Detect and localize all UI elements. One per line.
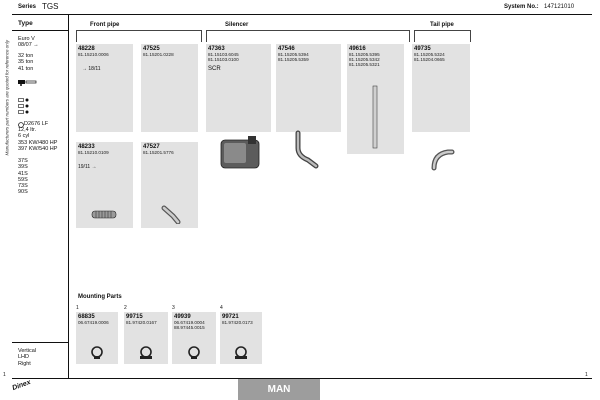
model: 59S: [18, 176, 28, 183]
part-number: 49616: [349, 46, 366, 52]
flex-pipe-icon: [90, 208, 120, 222]
exit-side: Right: [18, 360, 31, 367]
tonnage: 41 ton: [18, 65, 34, 72]
orientation: Vertical: [18, 348, 37, 354]
page-number-right: 1: [585, 372, 588, 378]
dinex-logo: Dinex: [11, 378, 32, 393]
left-col-rule: [12, 342, 68, 343]
side-note: Manufacturers part numbers are quoted for reference only: [4, 39, 10, 156]
part-number: 99715: [126, 314, 143, 320]
section-bracket: [206, 30, 410, 31]
part-note: → 18/11: [82, 66, 101, 72]
part-oem-codes: 81.15205.5395 81.15205.5342 81.15205.5321: [349, 52, 380, 67]
model: 41S: [18, 170, 28, 177]
part-oem-codes: 06.67419.0004 88.97445.0015: [174, 320, 205, 330]
brand-tab: [238, 379, 320, 400]
part-card-48233[interactable]: [76, 142, 133, 228]
section-front-pipe: Front pipe: [90, 22, 120, 28]
page-number-left: 1: [3, 372, 6, 378]
part-oem-codes: 81.15201.0228: [143, 52, 174, 57]
section-tail-pipe: Tail pipe: [430, 22, 454, 28]
part-note: SCR: [208, 66, 221, 72]
part-oem-codes: 81.15201.5776: [143, 150, 174, 155]
specs-block: [18, 36, 39, 49]
section-bracket: [76, 30, 77, 42]
part-number: 47363: [208, 46, 225, 52]
part-card-48228[interactable]: [76, 44, 133, 132]
part-oem-codes: 81.97420.0173: [222, 320, 253, 325]
part-oem-codes: 81.15103.6045 81.15103.0100: [208, 52, 239, 62]
section-bracket: [409, 30, 410, 42]
mounting-title: Mounting Parts: [78, 294, 122, 300]
part-note: 19/11 →: [78, 164, 97, 170]
part-number: 48233: [78, 144, 95, 150]
type-label: Type: [18, 20, 33, 27]
engine-details: [18, 127, 57, 152]
part-number: 48228: [78, 46, 95, 52]
mounting-card-99721[interactable]: [220, 305, 262, 364]
mounting-index: 3: [172, 305, 175, 311]
mounting-card-99715[interactable]: [124, 305, 168, 364]
engine-cylinders: 6 cyl: [18, 133, 30, 140]
model: 39S: [18, 164, 28, 171]
brand-name: MAN: [267, 384, 291, 395]
tonnage-list: [18, 53, 33, 72]
part-number: 99721: [222, 314, 239, 320]
left-col-rule: [12, 30, 68, 31]
part-card-47527[interactable]: [141, 142, 198, 228]
model: 90S: [18, 189, 28, 196]
part-oem-codes: 81.15205.5394 81.15205.5359: [278, 52, 309, 62]
section-bracket: [470, 30, 471, 42]
part-card-49616[interactable]: [347, 44, 404, 154]
part-oem-codes: 81.97420.0167: [126, 320, 157, 325]
section-bracket: [414, 30, 470, 31]
drive-side: LHD: [18, 354, 30, 361]
part-number: 49735: [414, 46, 431, 52]
section-bracket: [414, 30, 415, 42]
part-card-47525[interactable]: [141, 44, 198, 132]
part-number: 47546: [278, 46, 295, 52]
model: 37S: [18, 158, 28, 164]
section-bracket: [76, 30, 202, 31]
series-label: Series: [18, 4, 37, 10]
system-value: 147121010: [544, 4, 575, 10]
engine-volume: 12,4 ltr.: [18, 127, 37, 133]
axle-config-icon: [18, 98, 32, 120]
clamp-icon: [89, 344, 105, 360]
clamp-icon: [138, 344, 154, 360]
mounting-index: 1: [76, 305, 79, 311]
silencer-icon: [218, 134, 264, 172]
layout-block: [18, 348, 36, 367]
truck-icon: [18, 78, 42, 86]
part-oem-codes: 06.67419.0006: [78, 320, 109, 325]
part-oem-codes: 81.15205.5324 81.15204.0665: [414, 52, 445, 62]
tail-pipe-icon: [430, 146, 456, 172]
engine-power: 397 KW/540 HP: [18, 145, 58, 152]
engine-power: 353 KW/480 HP: [18, 139, 58, 146]
part-card-49735[interactable]: [412, 44, 470, 132]
clamp-icon: [233, 344, 249, 360]
mounting-card-68835[interactable]: [76, 305, 118, 364]
straight-pipe-icon: [371, 84, 379, 150]
part-oem-codes: 81.15210.0109: [78, 150, 109, 155]
tonnage: 35 ton: [18, 59, 34, 66]
part-number: 47527: [143, 144, 160, 150]
date-range: 08/07 →: [18, 42, 39, 49]
left-col-divider: [68, 14, 69, 378]
part-number: 49939: [174, 314, 191, 320]
system-label: System No.:: [504, 4, 539, 10]
part-oem-codes: 81.15210.0006: [78, 52, 109, 57]
part-number: 68835: [78, 314, 95, 320]
part-card-47363[interactable]: [206, 44, 271, 132]
series-value: TGS: [42, 2, 59, 11]
model: 73S: [18, 183, 28, 190]
mounting-index: 4: [220, 305, 223, 311]
section-bracket: [201, 30, 202, 42]
header-rule: [12, 14, 592, 15]
tonnage: 32 ton: [18, 53, 34, 59]
section-silencer: Silencer: [225, 22, 249, 28]
mounting-card-49939[interactable]: [172, 305, 216, 364]
part-number: 47525: [143, 46, 160, 52]
curved-pipe-icon: [290, 130, 326, 172]
section-bracket: [206, 30, 207, 42]
engine-code: D2676 LF: [24, 121, 49, 127]
mounting-index: 2: [124, 305, 127, 311]
clamp-icon: [186, 344, 202, 360]
pipe-elbow-icon: [161, 204, 183, 224]
euro-norm: Euro V: [18, 36, 35, 42]
part-card-47546[interactable]: [276, 44, 341, 132]
model-list: [18, 158, 28, 196]
